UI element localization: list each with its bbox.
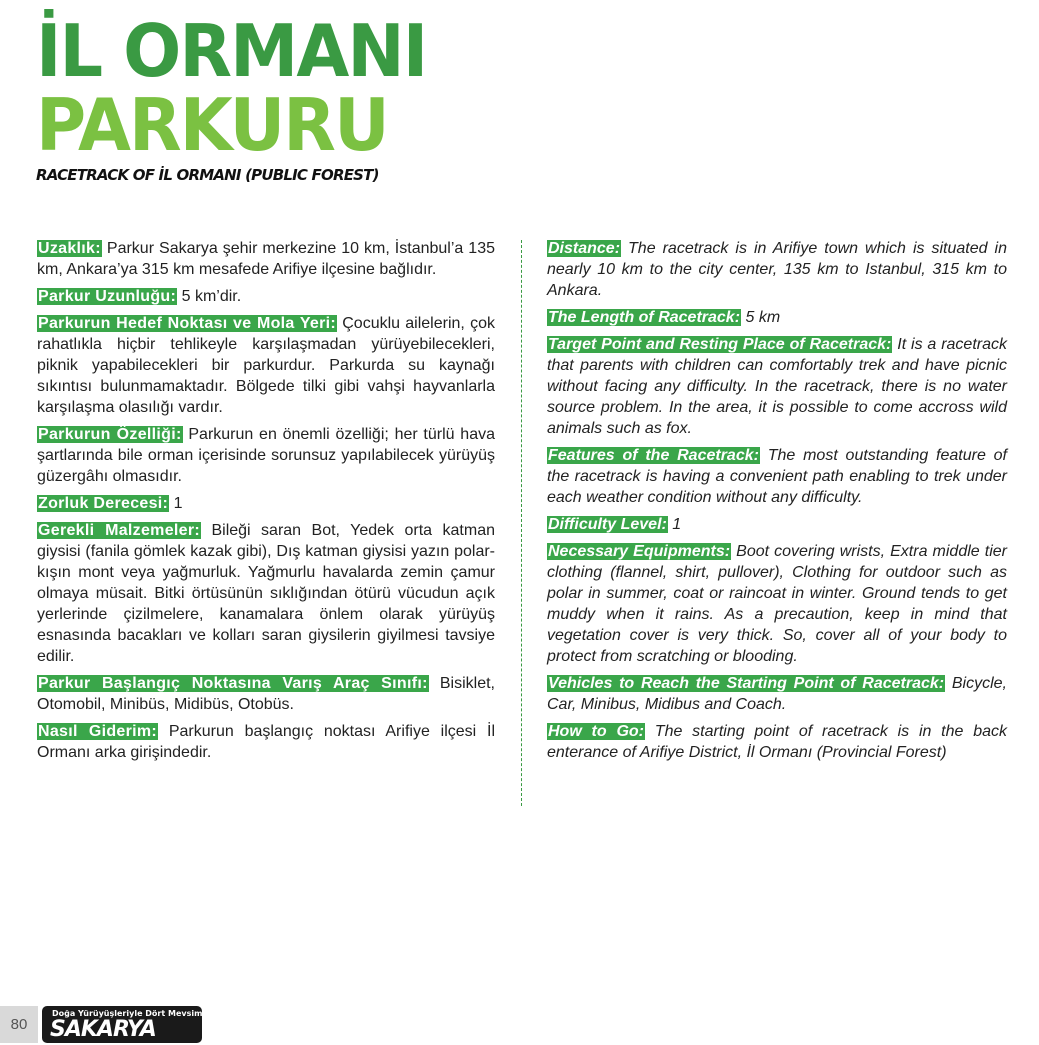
logo-brand: SAKARYA xyxy=(50,1017,156,1042)
info-label: Vehicles to Reach the Starting Point of Racetrack: xyxy=(548,675,945,692)
info-label: Parkur Uzunluğu: xyxy=(38,288,177,305)
info-item-features xyxy=(547,445,1007,508)
info-item-equipment xyxy=(547,541,1007,667)
info-text: Parkurun en önemli özelliği; her türlü hava şartlarında bile orman içerisinde sorunsuz yapılabilecek yürüyüş güzergâhı olmasıdır. xyxy=(37,426,495,485)
info-item-vehicles xyxy=(547,673,1007,715)
page-title-line2: PARKURU xyxy=(36,83,388,167)
info-text: Bisiklet, Otomobil, Minibüs, Midibüs, Otobüs. xyxy=(37,675,495,713)
info-label: Parkurun Özelliği: xyxy=(38,426,182,443)
info-label: Target Point and Resting Place of Racetrack: xyxy=(548,336,892,353)
info-label: Zorluk Derecesi: xyxy=(38,495,169,512)
page-subtitle: RACETRACK OF İL ORMANI (PUBLIC FOREST) xyxy=(36,166,379,184)
info-item-difficulty xyxy=(547,514,1007,535)
info-text: The most outstanding feature of the racetrack is having a convenient path enabling to trek under each weather condition without any difficulty. xyxy=(547,447,1007,506)
info-label: Gerekli Malzemeler: xyxy=(38,522,201,539)
info-label: Uzaklık: xyxy=(38,240,101,257)
info-label: How to Go: xyxy=(548,723,644,740)
info-item-distance xyxy=(37,238,495,280)
info-text: 1 xyxy=(672,516,682,533)
english-info-column xyxy=(547,238,1007,769)
info-item-target-point xyxy=(547,334,1007,439)
info-label: Necessary Equipments: xyxy=(548,543,731,560)
info-item-features xyxy=(37,424,495,487)
sakarya-logo xyxy=(42,1006,202,1043)
title-block xyxy=(36,9,447,184)
info-text: Bileği saran Bot, Yedek orta katman giysisi (fanila gömlek kazak gibi), Dış katman giysisi yazın polar-kışın mont veya yağmurluk. Yağmurlu havalarda zemin çamur olmaya müsait. Bitki örtüsünün sıklığından ötürü vücudun açık yerlerinde çizilmelere, kanamalara önlem olarak yürüyüş esnasında bacakları ve kolları saran giysilerin giyilmesi tavsiye edilir. xyxy=(37,522,495,665)
info-text: Parkur Sakarya şehir merkezine 10 km, İstanbul’a 135 km, Ankara’ya 315 km mesafede Arifiye ilçesine bağlıdır. xyxy=(37,240,495,278)
column-divider xyxy=(521,240,522,806)
info-label: Parkurun Hedef Noktası ve Mola Yeri: xyxy=(38,315,337,332)
info-item-length xyxy=(37,286,495,307)
info-text: The starting point of racetrack is in the back enterance of Arifiye District, İl Ormanı (Provincial Forest) xyxy=(547,723,1008,761)
info-label: Difficulty Level: xyxy=(548,516,667,533)
info-item-target-point xyxy=(37,313,495,418)
info-text: Parkurun başlangıç noktası Arifiye ilçesi İl Ormanı arka girişindedir. xyxy=(37,723,496,761)
info-text: It is a racetrack that parents with children can comfortably trek and have picnic without facing any difficulty. In the racetrack, there is no water source problem. In the area, it is possible to come accross wild animals such as fox. xyxy=(547,336,1007,437)
info-text: Boot covering wrists, Extra middle tier clothing (flannel, shirt, pullover), Clothing for outdoor such as polar in summer, coat or raincoat in winter. Ground tends to get muddy when it rains. As a precaution, keep in mind that vegetation cover is very thick. So, cover all of your body to protect from scratching or blooding. xyxy=(547,543,1007,665)
info-item-how-to-go xyxy=(547,721,1007,763)
info-text: 1 xyxy=(173,495,183,512)
info-text: 5 km xyxy=(745,309,781,326)
info-text: Çocuklu ailelerin, çok rahatlıkla hiçbir tehlikeyle karşılaşmadan yürüyebilecekleri, piknik yapabilecekleri bir parkurdur. Parkurda su kaynağı sıkıntısı bulunmamaktadır. Bölgede tilki gibi vahşi hayvanlarla karşılaşma olasılığı vardır. xyxy=(37,315,495,416)
info-label: The Length of Racetrack: xyxy=(548,309,741,326)
turkish-info-column xyxy=(37,238,495,769)
info-label: Features of the Racetrack: xyxy=(548,447,759,464)
info-item-how-to-go xyxy=(37,721,495,763)
info-text: The racetrack is in Arifiye town which is situated in nearly 10 km to the city center, 135 km to Istanbul, 315 km to Ankara. xyxy=(547,240,1007,299)
info-item-distance xyxy=(547,238,1007,301)
info-item-difficulty xyxy=(37,493,495,514)
info-text: Bicycle, Car, Minibus, Midibus and Coach. xyxy=(547,675,1007,713)
info-item-vehicles xyxy=(37,673,495,715)
info-item-length xyxy=(547,307,1007,328)
info-label: Parkur Başlangıç Noktasına Varış Araç Sınıfı: xyxy=(38,675,428,692)
info-label: Distance: xyxy=(548,240,621,257)
page-number: 80 xyxy=(0,1006,38,1043)
logo-tagline: Doğa Yürüyüşleriyle Dört Mevsim xyxy=(52,1009,202,1018)
info-item-equipment xyxy=(37,520,495,667)
page-title-line1: İL ORMANI xyxy=(36,9,427,93)
info-text: 5 km’dir. xyxy=(181,288,242,305)
info-label: Nasıl Giderim: xyxy=(38,723,158,740)
